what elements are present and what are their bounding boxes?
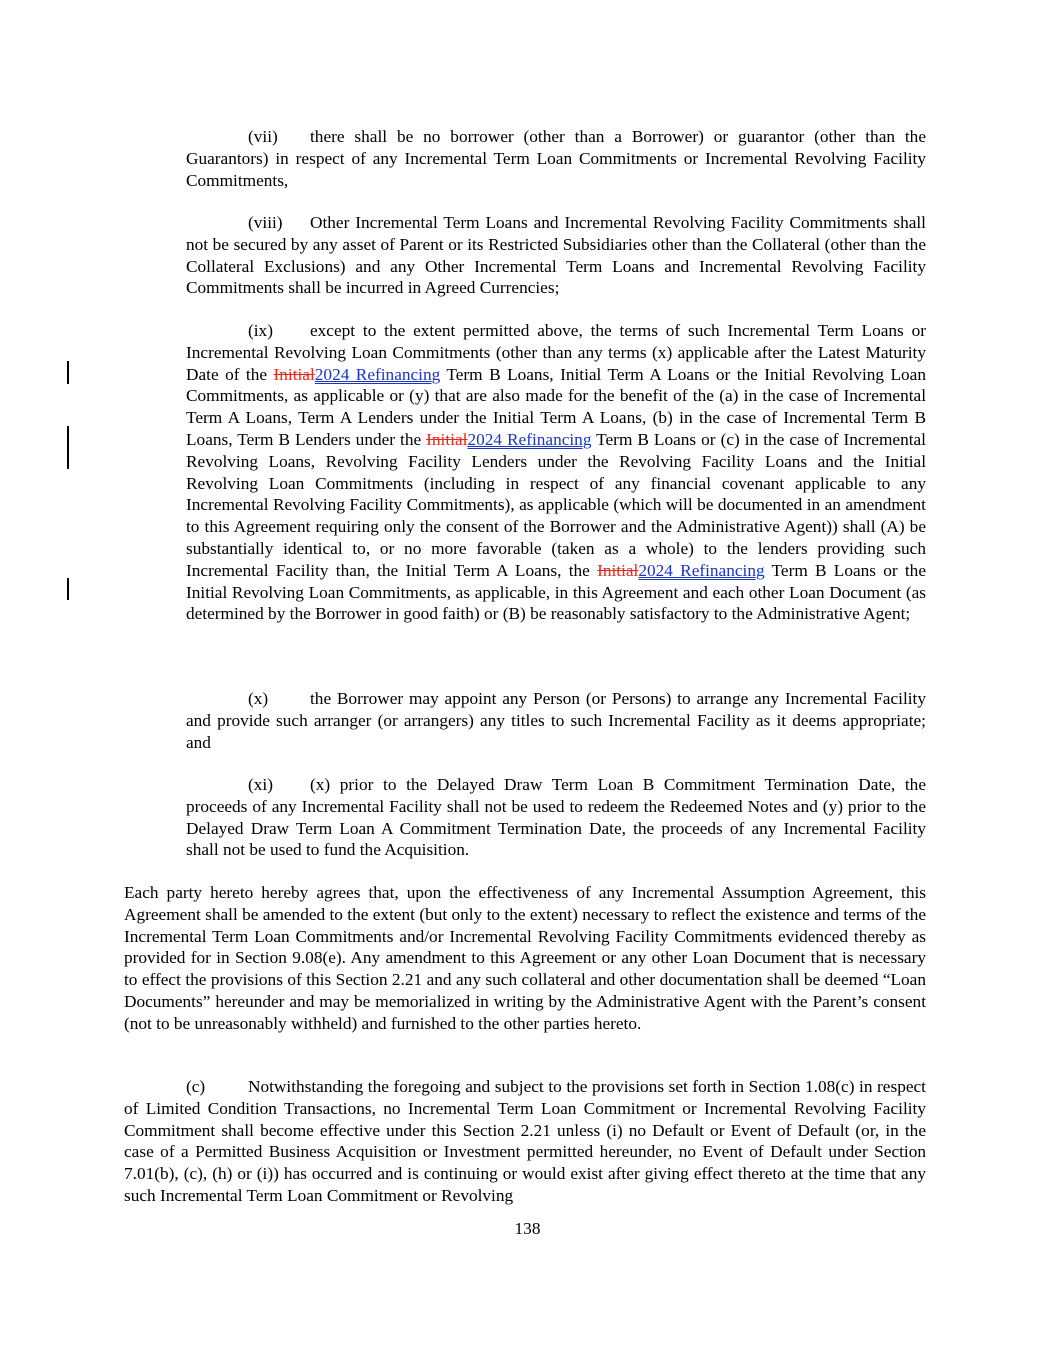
clause-c	[124, 1076, 926, 1207]
clause-number: (c)	[186, 1077, 206, 1096]
paragraph-text: Each party hereto hereby agrees that, upon the effectiveness of any Incremental Assumption Agreement, this Agreement shall be amended to the extent (but only to the extent) necessary to reflect the existence and terms of the Incremental Term Loan Commitments and/or Incremental Revolving Facility Commitments evidenced thereby as provided for in Section 9.08(e). Any amendment to this Agreement or any other Loan Document that is necessary to effect the provisions of this Section 2.21 and any such collateral and other documentation shall be deemed “Loan Documents” hereunder and may be memorialized in writing by the Administrative Agent with the Parent’s consent (not to be unreasonably withheld) and furnished to the other parties hereto.	[124, 883, 926, 1033]
clause-number: (x)	[248, 689, 269, 708]
deleted-text: Initial	[597, 560, 639, 580]
clause-vii	[186, 126, 926, 191]
inserted-text: 2024 Refinancing	[638, 560, 765, 580]
clause-text: Other Incremental Term Loans and Incremental Revolving Facility Commitments shall not be secured by any asset of Parent or its Restricted Subsidiaries other than the Collateral (other than the Collateral Exclusions) and any Other Incremental Term Loans and Incremental Revolving Facility Commitments shall be incurred in Agreed Currencies;	[186, 213, 926, 298]
clause-number: (vii)	[248, 127, 278, 146]
clause-text: (x) prior to the Delayed Draw Term Loan B Commitment Termination Date, the proceeds of any Incremental Facility shall not be used to redeem the Redeemed Notes and (y) prior to the Delayed Draw Term Loan A Commitment Termination Date, the proceeds of any Incremental Facility shall not be used to fund the Acquisition.	[186, 775, 926, 860]
clause-text: Term B Loans or the Initial Revolving Loan Commitments, as applicable, in this Agreement and each other Loan Document (as determined by the Borrower in good faith) or (B) be reasonably satisfactory to the Administrative Agent;	[186, 560, 926, 624]
change-bar	[67, 361, 69, 384]
clause-text: except to the extent permitted above, the terms of such Incremental Term Loans or Incremental Revolving Loan Commitments (other than any terms (x) applicable after the Latest Maturity Date of the	[186, 321, 926, 384]
clause-ix	[186, 320, 926, 625]
deleted-text: Initial	[273, 364, 315, 384]
clause-viii	[186, 212, 926, 299]
inserted-text: 2024 Refinancing	[314, 364, 441, 384]
clause-text: there shall be no borrower (other than a Borrower) or guarantor (other than the Guarantors) in respect of any Incremental Term Loan Commitments or Incremental Revolving Facility Commitments,	[186, 127, 926, 190]
clause-x	[186, 688, 926, 753]
clause-number: (ix)	[248, 321, 273, 340]
change-bar	[67, 578, 69, 600]
change-bar	[67, 426, 69, 469]
deleted-text: Initial	[426, 429, 468, 449]
inserted-text: 2024 Refinancing	[467, 429, 592, 449]
clause-text: Notwithstanding the foregoing and subject to the provisions set forth in Section 1.08(c) in respect of Limited Condition Transactions, no Incremental Term Loan Commitment or Incremental Revolving Facility Commitment shall become effective under this Section 2.21 unless (i) no Default or Event of Default (or, in the case of a Permitted Business Acquisition or Investment permitted hereunder, no Event of Default under Section 7.01(b), (c), (h) or (i)) has occurred and is continuing or would exist after giving effect thereto at the time that any such Incremental Term Loan Commitment or Revolving	[124, 1077, 926, 1205]
page-number: 138	[514, 1219, 541, 1238]
clause-text: Term B Loans or (c) in the case of Incremental Revolving Loans, Revolving Facility Lenders under the Revolving Facility Loans and the Initial Revolving Loan Commitments (including in respect of any financial covenant applicable to any Incremental Revolving Facility Commitments), as applicable (which will be documented in an amendment to this Agreement requiring only the consent of the Borrower and the Administrative Agent)) shall (A) be substantially identical to, or no more favorable (taken as a whole) to the lenders providing such Incremental Facility than, the Initial Term A Loans, the	[186, 429, 926, 580]
clause-text: Term B Loans, Initial Term A Loans or the Initial Revolving Loan Commitments, as applicable or (y) that are also made for the benefit of the (a) in the case of Incremental Term A Loans, Term A Lenders under the Initial Term A Loans, (b) in the case of Incremental Term B Loans, Term B Lenders under the	[186, 364, 926, 449]
clause-number: (xi)	[248, 775, 273, 794]
clause-xi	[186, 774, 926, 861]
clause-number: (viii)	[248, 213, 283, 232]
clause-text: the Borrower may appoint any Person (or Persons) to arrange any Incremental Facility and provide such arranger (or arrangers) any titles to such Incremental Facility as it deems appropriate; and	[186, 689, 926, 752]
paragraph-each-party	[124, 882, 926, 1035]
